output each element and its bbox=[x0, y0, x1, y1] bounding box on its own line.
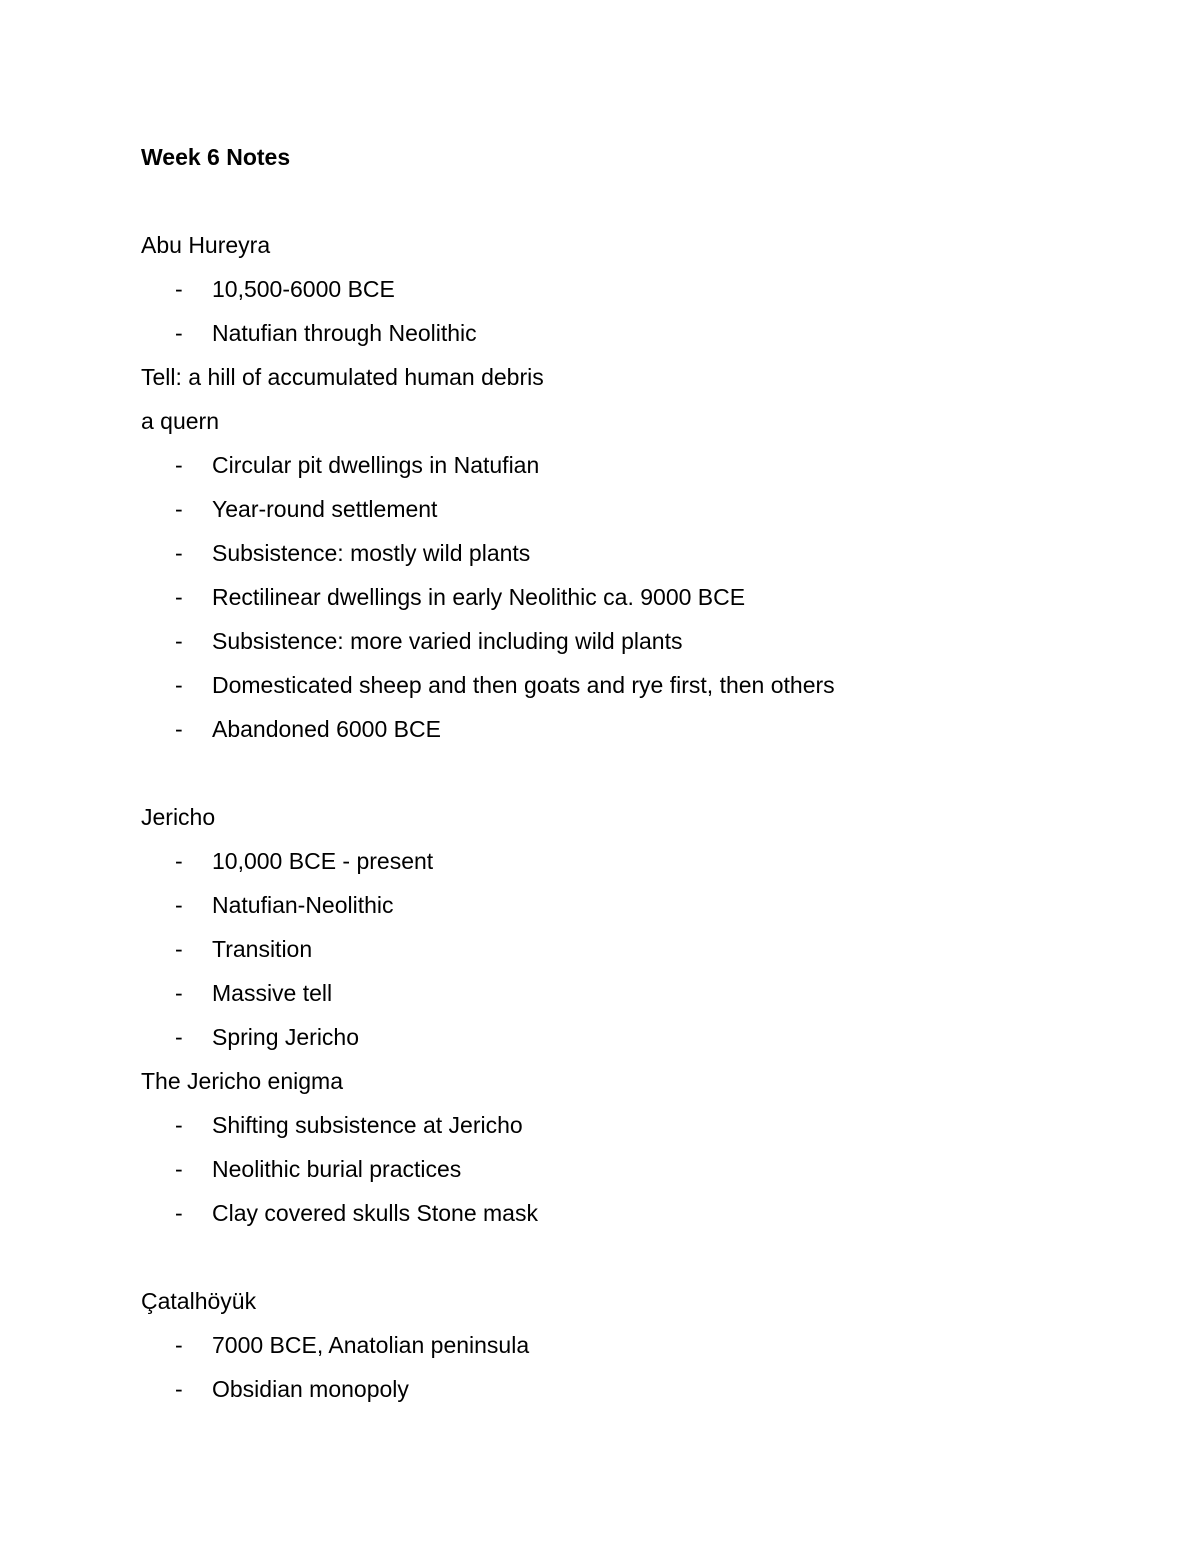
bullet-dash: - bbox=[175, 628, 183, 654]
list-item-text: Natufian through Neolithic bbox=[212, 320, 477, 346]
list-item bbox=[141, 619, 1101, 663]
list-item bbox=[141, 927, 1101, 971]
bullet-dash: - bbox=[175, 1376, 183, 1402]
list-item-text: Circular pit dwellings in Natufian bbox=[212, 452, 540, 478]
list-item bbox=[141, 575, 1101, 619]
list-item-text: 10,000 BCE - present bbox=[212, 848, 434, 874]
list-item-text: Domesticated sheep and then goats and rye first, then others bbox=[212, 672, 835, 698]
bullet-dash: - bbox=[175, 584, 183, 610]
bullet-dash: - bbox=[175, 1024, 183, 1050]
bullet-dash: - bbox=[175, 980, 183, 1006]
list-item bbox=[141, 443, 1101, 487]
document-title: Week 6 Notes bbox=[141, 144, 291, 170]
blank-line bbox=[141, 751, 1101, 795]
list-item-text: Natufian-Neolithic bbox=[212, 892, 394, 918]
bullet-dash: - bbox=[175, 540, 183, 566]
section-heading-jericho-enigma: The Jericho enigma bbox=[141, 1068, 343, 1094]
bullet-dash: - bbox=[175, 320, 183, 346]
list-item bbox=[141, 1147, 1101, 1191]
blank-line bbox=[141, 179, 1101, 223]
list-item-text: Massive tell bbox=[212, 980, 333, 1006]
list-item-text: Transition bbox=[212, 936, 313, 962]
bullet-dash: - bbox=[175, 276, 183, 302]
section-heading-jericho: Jericho bbox=[141, 804, 216, 830]
list-item bbox=[141, 663, 1101, 707]
list-item-text: Clay covered skulls Stone mask bbox=[212, 1200, 538, 1226]
list-item-text: Neolithic burial practices bbox=[212, 1156, 462, 1182]
document-page bbox=[141, 135, 1101, 1411]
list-item-text: Shifting subsistence at Jericho bbox=[212, 1112, 523, 1138]
list-item-text: Rectilinear dwellings in early Neolithic ca. 9000 BCE bbox=[212, 584, 746, 610]
bullet-dash: - bbox=[175, 1332, 183, 1358]
list-item bbox=[141, 971, 1101, 1015]
bullet-dash: - bbox=[175, 1200, 183, 1226]
section-heading-catalhoyuk: Çatalhöyük bbox=[141, 1288, 257, 1314]
bullet-dash: - bbox=[175, 848, 183, 874]
bullet-dash: - bbox=[175, 452, 183, 478]
bullet-dash: - bbox=[175, 936, 183, 962]
list-item bbox=[141, 531, 1101, 575]
list-item bbox=[141, 839, 1101, 883]
list-item-text: Abandoned 6000 BCE bbox=[212, 716, 441, 742]
list-item bbox=[141, 267, 1101, 311]
list-item bbox=[141, 707, 1101, 751]
list-item-text: 7000 BCE, Anatolian peninsula bbox=[212, 1332, 530, 1358]
section-heading-abu-hureyra: Abu Hureyra bbox=[141, 232, 271, 258]
list-item-text: Year-round settlement bbox=[212, 496, 438, 522]
list-item bbox=[141, 1103, 1101, 1147]
tell-definition: Tell: a hill of accumulated human debris bbox=[141, 364, 544, 390]
list-item bbox=[141, 311, 1101, 355]
list-item bbox=[141, 1323, 1101, 1367]
bullet-dash: - bbox=[175, 716, 183, 742]
list-item bbox=[141, 1015, 1101, 1059]
bullet-dash: - bbox=[175, 892, 183, 918]
bullet-dash: - bbox=[175, 496, 183, 522]
list-item bbox=[141, 1191, 1101, 1235]
bullet-dash: - bbox=[175, 1112, 183, 1138]
section-heading-quern: a quern bbox=[141, 408, 220, 434]
bullet-dash: - bbox=[175, 672, 183, 698]
list-item bbox=[141, 1367, 1101, 1411]
list-item-text: Obsidian monopoly bbox=[212, 1376, 409, 1402]
blank-line bbox=[141, 1235, 1101, 1279]
list-item bbox=[141, 487, 1101, 531]
list-item-text: 10,500-6000 BCE bbox=[212, 276, 395, 302]
list-item-text: Subsistence: more varied including wild plants bbox=[212, 628, 683, 654]
list-item-text: Spring Jericho bbox=[212, 1024, 360, 1050]
list-item-text: Subsistence: mostly wild plants bbox=[212, 540, 531, 566]
list-item bbox=[141, 883, 1101, 927]
bullet-dash: - bbox=[175, 1156, 183, 1182]
